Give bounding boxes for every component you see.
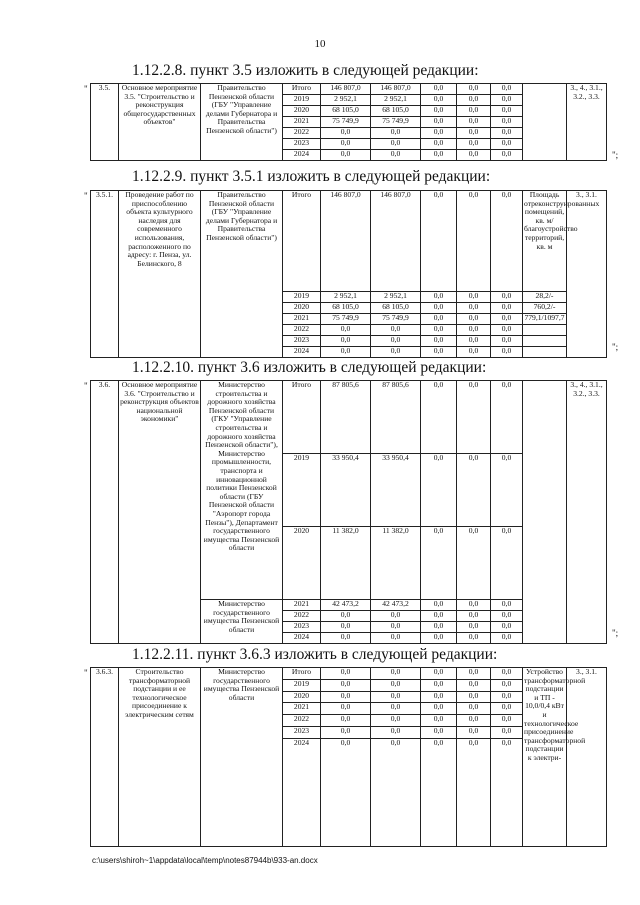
value-cell: 0,0 (491, 691, 523, 703)
value-cell: 0,0 (457, 117, 491, 128)
value-cell: 0,0 (457, 95, 491, 106)
year-cell: 2022 (283, 715, 321, 727)
close-quote: "; (612, 150, 619, 160)
value-cell: 0,0 (457, 715, 491, 727)
indicator-value: 779,1/1097,7 (523, 314, 567, 325)
value-cell: 68 105,0 (371, 303, 421, 314)
value-cell: 0,0 (371, 347, 421, 358)
value-cell: 87 805,6 (321, 381, 371, 454)
value-cell: 0,0 (371, 611, 421, 622)
open-quote: " (84, 84, 88, 94)
value-cell: 0,0 (371, 668, 421, 680)
value-cell: 0,0 (421, 347, 457, 358)
item-name: Основное мероприятие 3.6. "Строительство и реконструкция объектов национальной экономики" (119, 381, 201, 644)
open-quote: " (84, 668, 88, 678)
value-cell: 42 473,2 (371, 600, 421, 611)
indicator-value (523, 336, 567, 347)
year-cell: 2023 (283, 139, 321, 150)
value-cell: 0,0 (371, 139, 421, 150)
value-cell: 0,0 (491, 150, 523, 161)
value-cell: 0,0 (491, 336, 523, 347)
value-cell: 0,0 (457, 679, 491, 691)
links-cell: 3., 4., 3.1., 3.2., 3.3. (567, 84, 607, 161)
year-cell: 2019 (283, 454, 321, 527)
page-number: 10 (314, 38, 326, 50)
value-cell: 0,0 (371, 738, 421, 846)
value-cell: 0,0 (457, 150, 491, 161)
value-cell: 0,0 (421, 715, 457, 727)
value-cell: 0,0 (457, 633, 491, 644)
program-table-3-6-3 (90, 667, 607, 847)
value-cell: 146 807,0 (371, 191, 421, 292)
value-cell: 0,0 (491, 117, 523, 128)
year-cell: 2024 (283, 347, 321, 358)
item-number: 3.5.1. (91, 191, 119, 358)
value-cell: 0,0 (421, 611, 457, 622)
year-cell: 2020 (283, 527, 321, 600)
value-cell: 0,0 (421, 738, 457, 846)
year-cell: Итого (283, 668, 321, 680)
links-cell: 3., 3.1. (567, 668, 607, 847)
program-table-3-5 (90, 83, 607, 161)
value-cell: 0,0 (491, 84, 523, 95)
value-cell: 0,0 (491, 600, 523, 611)
value-cell: 0,0 (321, 128, 371, 139)
year-cell: 2024 (283, 633, 321, 644)
value-cell: 0,0 (491, 128, 523, 139)
value-cell: 0,0 (371, 726, 421, 738)
value-cell: 0,0 (491, 292, 523, 303)
value-cell: 0,0 (457, 726, 491, 738)
indicator-value: 760,2/- (523, 303, 567, 314)
value-cell: 0,0 (321, 633, 371, 644)
year-cell: Итого (283, 84, 321, 95)
value-cell: 0,0 (491, 314, 523, 325)
value-cell: 0,0 (457, 691, 491, 703)
item-name: Строительство трансформаторной подстанции и ее технологическое присоединение к электрическим сетям (119, 668, 201, 847)
value-cell: 2 952,1 (371, 292, 421, 303)
value-cell: 0,0 (457, 128, 491, 139)
year-cell: 2023 (283, 726, 321, 738)
indicator-cell (523, 84, 567, 161)
year-cell: 2022 (283, 325, 321, 336)
open-quote: " (84, 191, 88, 201)
value-cell: 0,0 (371, 150, 421, 161)
links-cell: 3., 4., 3.1., 3.2., 3.3. (567, 381, 607, 644)
value-cell: 0,0 (321, 703, 371, 715)
year-cell: 2020 (283, 106, 321, 117)
program-table-3-5-1 (90, 190, 607, 358)
value-cell: 75 749,9 (321, 314, 371, 325)
value-cell: 146 807,0 (321, 191, 371, 292)
value-cell: 0,0 (457, 347, 491, 358)
value-cell: 0,0 (371, 128, 421, 139)
value-cell: 0,0 (371, 703, 421, 715)
value-cell: 0,0 (491, 715, 523, 727)
value-cell: 0,0 (321, 611, 371, 622)
year-cell: 2019 (283, 292, 321, 303)
value-cell: 68 105,0 (371, 106, 421, 117)
value-cell: 0,0 (421, 600, 457, 611)
close-quote: "; (612, 342, 619, 352)
value-cell: 11 382,0 (321, 527, 371, 600)
value-cell: 0,0 (457, 336, 491, 347)
value-cell: 0,0 (421, 527, 457, 600)
value-cell: 0,0 (457, 381, 491, 454)
value-cell: 0,0 (491, 703, 523, 715)
indicator-value (523, 325, 567, 336)
value-cell: 0,0 (457, 292, 491, 303)
value-cell: 146 807,0 (321, 84, 371, 95)
value-cell: 0,0 (371, 679, 421, 691)
value-cell: 0,0 (457, 454, 491, 527)
value-cell: 0,0 (457, 600, 491, 611)
item-name: Проведение работ по приспособлению объекта культурного наследия для современного использования, расположенного по адресу: г. Пенза, ул. Белинского, 8 (119, 191, 201, 358)
value-cell: 42 473,2 (321, 600, 371, 611)
value-cell: 0,0 (321, 726, 371, 738)
year-cell: 2022 (283, 128, 321, 139)
value-cell: 75 749,9 (371, 117, 421, 128)
value-cell: 0,0 (321, 668, 371, 680)
value-cell: 0,0 (421, 668, 457, 680)
value-cell: 0,0 (321, 679, 371, 691)
value-cell: 0,0 (421, 336, 457, 347)
value-cell: 0,0 (457, 527, 491, 600)
year-cell: 2023 (283, 622, 321, 633)
value-cell: 0,0 (421, 726, 457, 738)
value-cell: 0,0 (421, 95, 457, 106)
value-cell: 0,0 (491, 527, 523, 600)
section-heading: 1.12.2.10. пункт 3.6 изложить в следующей редакции: (132, 359, 487, 376)
value-cell: 0,0 (421, 633, 457, 644)
value-cell: 0,0 (457, 622, 491, 633)
value-cell: 0,0 (421, 622, 457, 633)
value-cell: 0,0 (491, 381, 523, 454)
item-number: 3.6.3. (91, 668, 119, 847)
value-cell: 2 952,1 (371, 95, 421, 106)
year-cell: 2019 (283, 95, 321, 106)
value-cell: 0,0 (321, 347, 371, 358)
indicator-value: 28,2/- (523, 292, 567, 303)
value-cell: 0,0 (491, 454, 523, 527)
value-cell: 0,0 (491, 633, 523, 644)
year-cell: 2020 (283, 691, 321, 703)
value-cell: 75 749,9 (321, 117, 371, 128)
section-heading: 1.12.2.9. пункт 3.5.1 изложить в следующей редакции: (132, 168, 491, 185)
value-cell: 0,0 (457, 106, 491, 117)
value-cell: 0,0 (421, 292, 457, 303)
value-cell: 0,0 (421, 691, 457, 703)
value-cell: 0,0 (457, 703, 491, 715)
value-cell: 0,0 (321, 150, 371, 161)
value-cell: 0,0 (457, 325, 491, 336)
year-cell: 2020 (283, 303, 321, 314)
value-cell: 0,0 (321, 325, 371, 336)
value-cell: 0,0 (421, 128, 457, 139)
value-cell: 0,0 (421, 454, 457, 527)
value-cell: 0,0 (491, 726, 523, 738)
value-cell: 68 105,0 (321, 106, 371, 117)
value-cell: 0,0 (491, 611, 523, 622)
value-cell: 0,0 (491, 95, 523, 106)
value-cell: 0,0 (421, 117, 457, 128)
item-executor: Министерство строительства и дорожного хозяйства Пензенской области (ГКУ "Управление строительства и дорожного хозяйства Пензенской области"), Министерство промышленности, транспорта и инновационной политики Пензенской области (ГБУ Пензенской области "Аэропорт города Пензы"), Департамент государственного имущества Пензенской области (201, 381, 283, 600)
year-cell: 2021 (283, 314, 321, 325)
value-cell: 0,0 (421, 84, 457, 95)
year-cell: 2021 (283, 117, 321, 128)
value-cell: 0,0 (491, 106, 523, 117)
value-cell: 0,0 (491, 139, 523, 150)
value-cell: 0,0 (321, 738, 371, 846)
value-cell: 0,0 (421, 679, 457, 691)
year-cell: 2024 (283, 738, 321, 846)
value-cell: 33 950,4 (371, 454, 421, 527)
section-heading: 1.12.2.8. пункт 3.5 изложить в следующей редакции: (132, 62, 479, 79)
year-cell: 2022 (283, 611, 321, 622)
value-cell: 0,0 (371, 336, 421, 347)
value-cell: 0,0 (371, 325, 421, 336)
year-cell: Итого (283, 381, 321, 454)
links-cell: 3., 3.1. (567, 191, 607, 358)
value-cell: 2 952,1 (321, 292, 371, 303)
value-cell: 33 950,4 (321, 454, 371, 527)
value-cell: 0,0 (457, 84, 491, 95)
value-cell: 68 105,0 (321, 303, 371, 314)
value-cell: 0,0 (321, 336, 371, 347)
indicator-value (523, 347, 567, 358)
program-table-3-6 (90, 380, 607, 644)
indicator-cell (523, 381, 567, 644)
item-executor: Правительство Пензенской области (ГБУ "Управление делами Губернатора и Правительства Пензенской области") (201, 84, 283, 161)
open-quote: " (84, 381, 88, 391)
value-cell: 0,0 (421, 314, 457, 325)
value-cell: 0,0 (491, 347, 523, 358)
value-cell: 0,0 (421, 303, 457, 314)
item-executor-2: Министерство государственного имущества Пензенской области (201, 600, 283, 644)
value-cell: 0,0 (371, 622, 421, 633)
item-number: 3.5. (91, 84, 119, 161)
value-cell: 0,0 (491, 738, 523, 846)
value-cell: 0,0 (371, 633, 421, 644)
year-cell: Итого (283, 191, 321, 292)
item-executor: Министерство государственного имущества Пензенской области (201, 668, 283, 847)
value-cell: 0,0 (421, 191, 457, 292)
value-cell: 0,0 (321, 139, 371, 150)
value-cell: 0,0 (421, 703, 457, 715)
indicator-cell: Устройство трансформаторной подстанции и ТП - 10,0/0,4 кВт и технологическое присоединение трансформаторной подстанции к электри- (523, 668, 567, 847)
year-cell: 2021 (283, 600, 321, 611)
value-cell: 0,0 (457, 314, 491, 325)
year-cell: 2021 (283, 703, 321, 715)
value-cell: 0,0 (421, 325, 457, 336)
value-cell: 0,0 (491, 668, 523, 680)
item-executor: Правительство Пензенской области (ГБУ "Управление делами Губернатора и Правительства Пензенской области") (201, 191, 283, 358)
value-cell: 0,0 (457, 303, 491, 314)
value-cell: 0,0 (321, 715, 371, 727)
footer-file-path: c:\users\shiroh~1\appdata\local\temp\notes87944b\933-an.docx (92, 856, 318, 865)
year-cell: 2019 (283, 679, 321, 691)
close-quote: "; (612, 628, 619, 638)
value-cell: 0,0 (421, 150, 457, 161)
value-cell: 0,0 (457, 611, 491, 622)
value-cell: 0,0 (457, 139, 491, 150)
value-cell: 0,0 (491, 191, 523, 292)
item-number: 3.6. (91, 381, 119, 644)
value-cell: 0,0 (457, 738, 491, 846)
item-name: Основное мероприятие 3.5. "Строительство и реконструкция общегосударственных объектов" (119, 84, 201, 161)
value-cell: 146 807,0 (371, 84, 421, 95)
value-cell: 0,0 (421, 381, 457, 454)
value-cell: 2 952,1 (321, 95, 371, 106)
value-cell: 0,0 (491, 325, 523, 336)
value-cell: 11 382,0 (371, 527, 421, 600)
value-cell: 0,0 (491, 679, 523, 691)
year-cell: 2023 (283, 336, 321, 347)
indicator-cell: Площадь отреконструированных помещений, кв. м/благоустройство территорий, кв. м (523, 191, 567, 292)
value-cell: 0,0 (371, 715, 421, 727)
value-cell: 0,0 (421, 139, 457, 150)
value-cell: 0,0 (421, 106, 457, 117)
year-cell: 2024 (283, 150, 321, 161)
value-cell: 0,0 (457, 191, 491, 292)
value-cell: 0,0 (321, 691, 371, 703)
value-cell: 0,0 (457, 668, 491, 680)
value-cell: 75 749,9 (371, 314, 421, 325)
value-cell: 0,0 (321, 622, 371, 633)
value-cell: 0,0 (491, 622, 523, 633)
value-cell: 87 805,6 (371, 381, 421, 454)
section-heading: 1.12.2.11. пункт 3.6.3 изложить в следующей редакции: (132, 646, 498, 663)
value-cell: 0,0 (371, 691, 421, 703)
value-cell: 0,0 (491, 303, 523, 314)
